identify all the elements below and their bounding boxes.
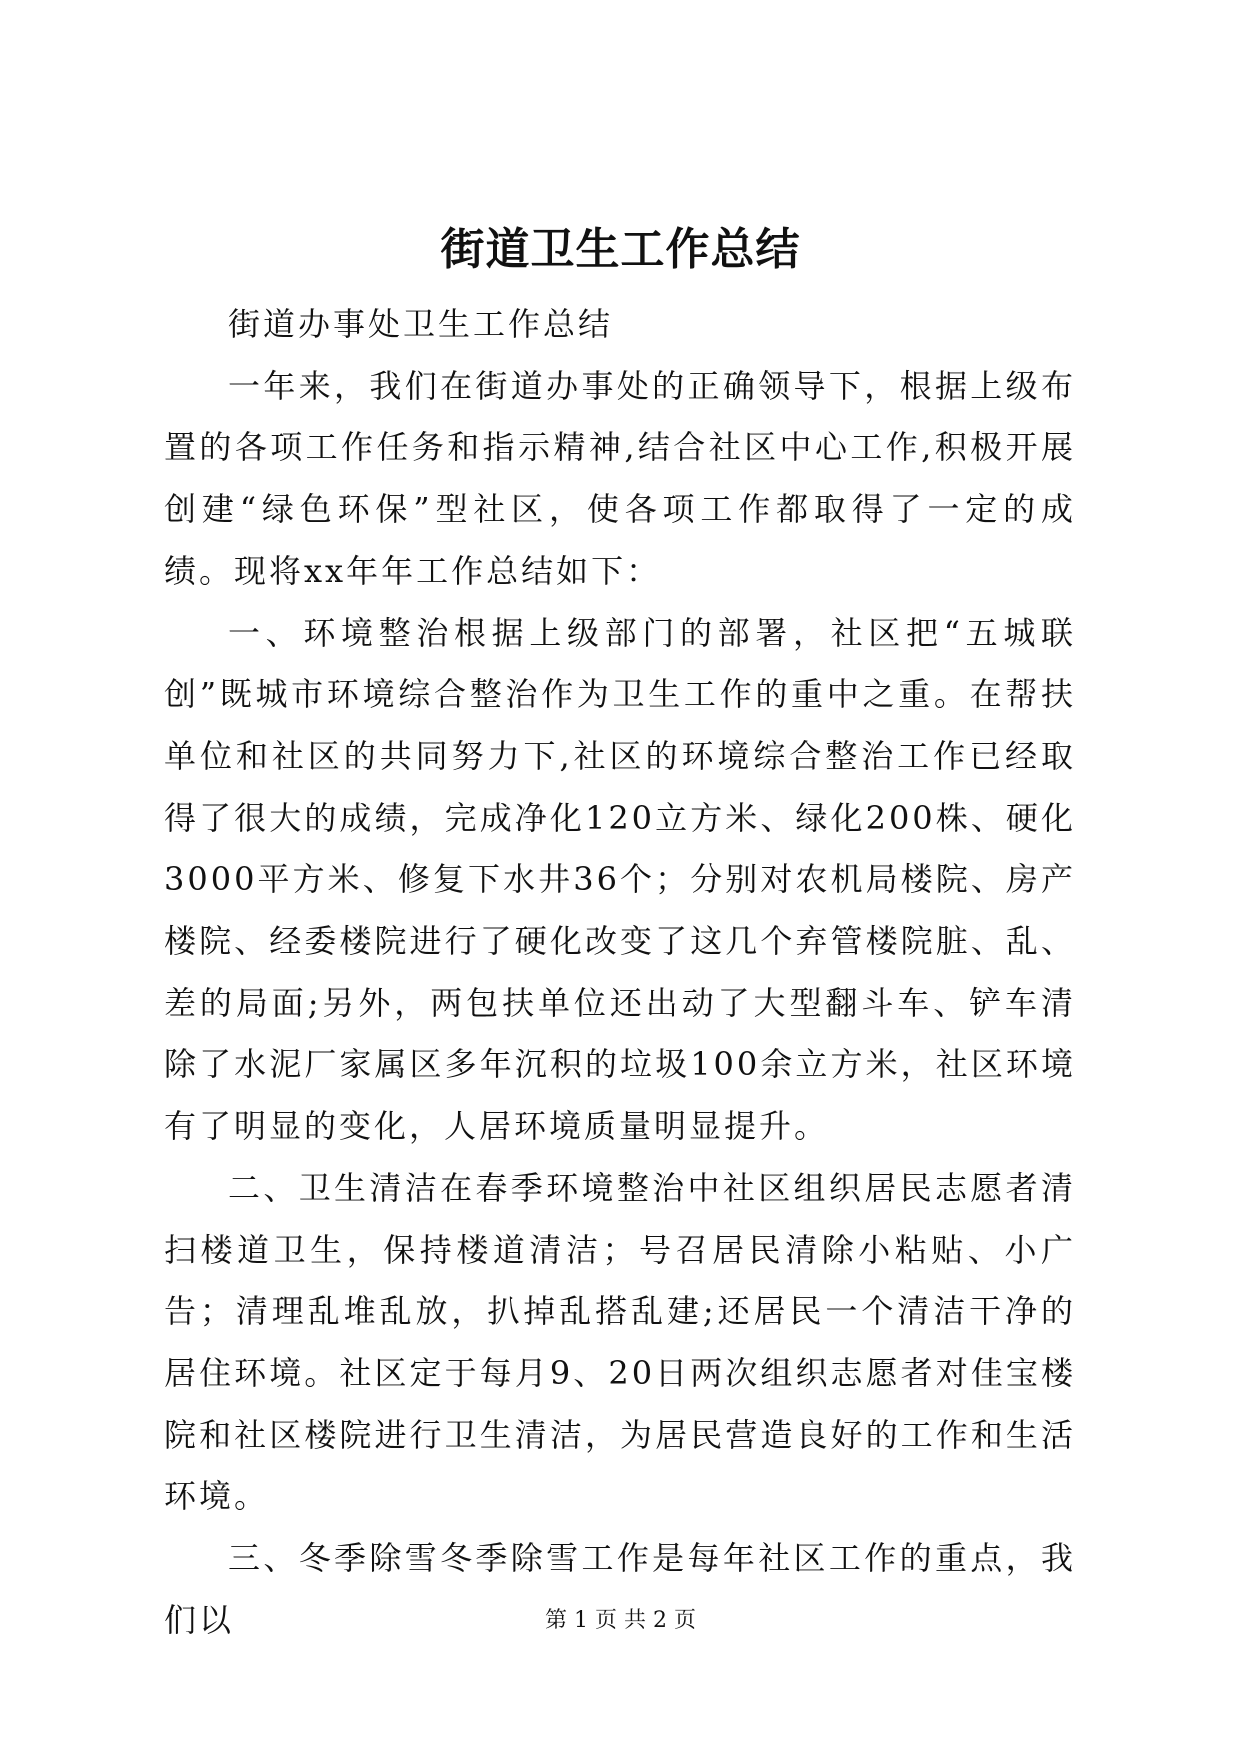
paragraph-environment: 一、环境整治根据上级部门的部署，社区把“五城联创”既城市环境综合整治作为卫生工作的重中之重。在帮扶单位和社区的共同努力下,社区的环境综合整治工作已经取得了很大的成绩，完成净化120立方米、绿化200株、硬化3000平方米、修复下水井36个；分别对农机局楼院、房产楼院、经委楼院进行了硬化改变了这几个弃管楼院脏、乱、差的局面;另外，两包扶单位还出动了大型翻斗车、铲车清除了水泥厂家属区多年沉积的垃圾100余立方米，社区环境有了明显的变化，人居环境质量明显提升。 bbox=[164, 613, 1076, 1146]
paragraph-cleaning: 二、卫生清洁在春季环境整治中社区组织居民志愿者清扫楼道卫生，保持楼道清洁；号召居民清除小粘贴、小广告；清理乱堆乱放，扒掉乱搭乱建;还居民一个清洁干净的居住环境。社区定于每月9、20日两次组织志愿者对佳宝楼院和社区楼院进行卫生清洁，为居民营造良好的工作和生活环境。 bbox=[164, 1168, 1076, 1516]
page-number-footer: 第 1 页 共 2 页 bbox=[545, 1608, 696, 1633]
paragraph-subtitle: 街道办事处卫生工作总结 bbox=[228, 305, 614, 343]
paragraph-snow-removal: 三、冬季除雪冬季除雪工作是每年社区工作的重点，我们以 bbox=[164, 1539, 1076, 1639]
paragraph-intro: 一年来，我们在街道办事处的正确领导下，根据上级布置的各项工作任务和指示精神,结合社区中心工作,积极开展创建“绿色环保”型社区，使各项工作都取得了一定的成绩。现将xx年年工作总结如下： bbox=[164, 366, 1076, 590]
document-body bbox=[164, 294, 1076, 1651]
document-title: 街道卫生工作总结 bbox=[440, 224, 801, 275]
